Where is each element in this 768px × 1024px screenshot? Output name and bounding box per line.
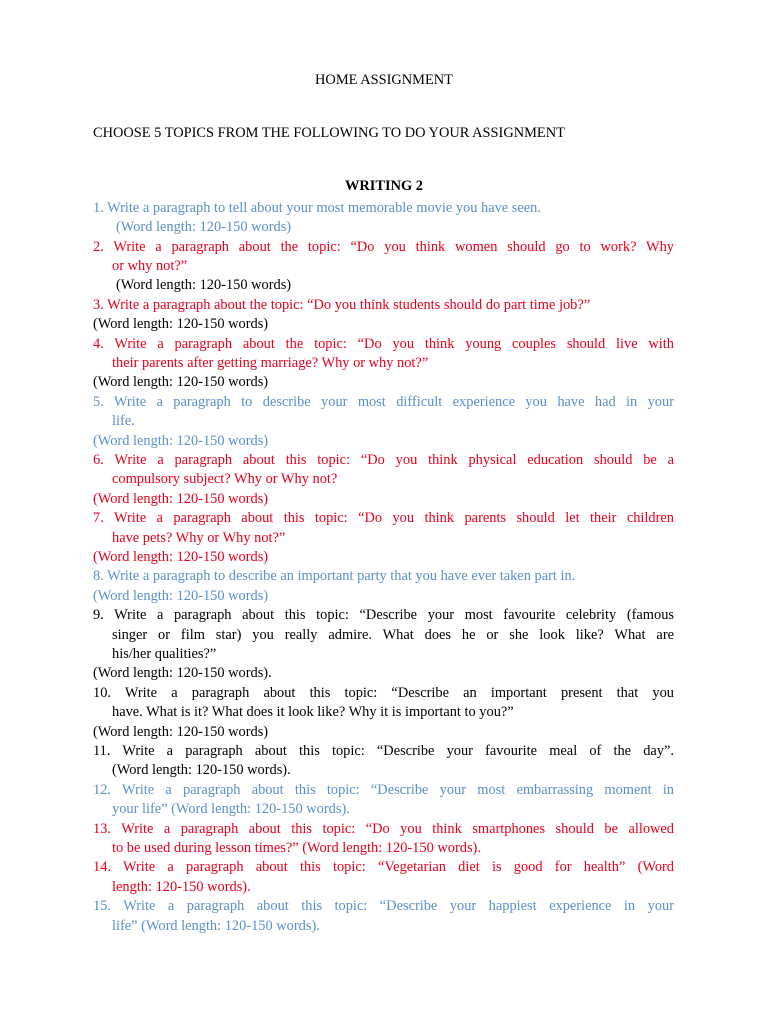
topic-line: (Word length: 120-150 words) — [93, 549, 269, 565]
topic-line: 10. Write a paragraph about this topic: “Describe an important present that you — [93, 685, 674, 701]
topic-line: compulsory subject? Why or Why not? — [112, 471, 338, 487]
section-heading: WRITING 2 — [345, 178, 423, 194]
topic-line: (Word length: 120-150 words) — [93, 588, 269, 604]
topic-line: (Word length: 120-150 words). — [112, 762, 291, 778]
topic-line: 14. Write a paragraph about this topic: “Vegetarian diet is good for health” (Word — [93, 859, 674, 875]
topic-line: (Word length: 120-150 words) — [116, 219, 292, 235]
topic-line: 13. Write a paragraph about this topic: “Do you think smartphones should be allowed — [93, 821, 674, 837]
topic-line: length: 120-150 words). — [112, 879, 251, 895]
topic-line: your life” (Word length: 120-150 words). — [112, 801, 350, 817]
document-title: HOME ASSIGNMENT — [315, 72, 453, 88]
topic-line: 1. Write a paragraph to tell about your most memorable movie you have seen. — [93, 200, 541, 216]
topic-line: (Word length: 120-150 words). — [93, 665, 272, 681]
topic-line: (Word length: 120-150 words) — [93, 374, 269, 390]
topic-line: his/her qualities?” — [112, 646, 217, 662]
topic-line: (Word length: 120-150 words) — [93, 433, 269, 449]
topic-line: life. — [112, 413, 135, 429]
topic-line: (Word length: 120-150 words) — [93, 724, 269, 740]
topic-line: 3. Write a paragraph about the topic: “Do you think students should do part time job?” — [93, 297, 591, 313]
topic-line: 9. Write a paragraph about this topic: “Describe your most favourite celebrity (famous — [93, 607, 674, 623]
topic-line: have pets? Why or Why not?” — [112, 530, 286, 546]
topic-line: 11. Write a paragraph about this topic: “Describe your favourite meal of the day”. — [93, 743, 674, 759]
topic-line: singer or film star) you really admire. What does he or she look like? What are — [112, 627, 674, 643]
topic-line: 7. Write a paragraph about this topic: “Do you think parents should let their children — [93, 510, 674, 526]
topic-line: 2. Write a paragraph about the topic: “Do you think women should go to work? Why — [93, 239, 674, 255]
topic-line: 15. Write a paragraph about this topic: “Describe your happiest experience in your — [93, 898, 674, 914]
topic-line: life” (Word length: 120-150 words). — [112, 918, 320, 934]
topic-line: or why not?” — [112, 258, 188, 274]
topic-line: 6. Write a paragraph about this topic: “Do you think physical education should be a — [93, 452, 674, 468]
topic-line: 12. Write a paragraph about this topic: “Describe your most embarrassing moment in — [93, 782, 674, 798]
topic-line: their parents after getting marriage? Why or why not?” — [112, 355, 429, 371]
topic-line: 5. Write a paragraph to describe your most difficult experience you have had in your — [93, 394, 674, 410]
topic-line: have. What is it? What does it look like? Why it is important to you?” — [112, 704, 514, 720]
topic-line: (Word length: 120-150 words) — [93, 316, 269, 332]
topic-line: 8. Write a paragraph to describe an important party that you have ever taken part in. — [93, 568, 576, 584]
topic-line: (Word length: 120-150 words) — [93, 491, 269, 507]
topic-line: to be used during lesson times?” (Word length: 120-150 words). — [112, 840, 481, 856]
topic-line: (Word length: 120-150 words) — [116, 277, 292, 293]
topic-line: 4. Write a paragraph about the topic: “Do you think young couples should live with — [93, 336, 674, 352]
instruction-text: CHOOSE 5 TOPICS FROM THE FOLLOWING TO DO YOUR ASSIGNMENT — [93, 125, 565, 141]
